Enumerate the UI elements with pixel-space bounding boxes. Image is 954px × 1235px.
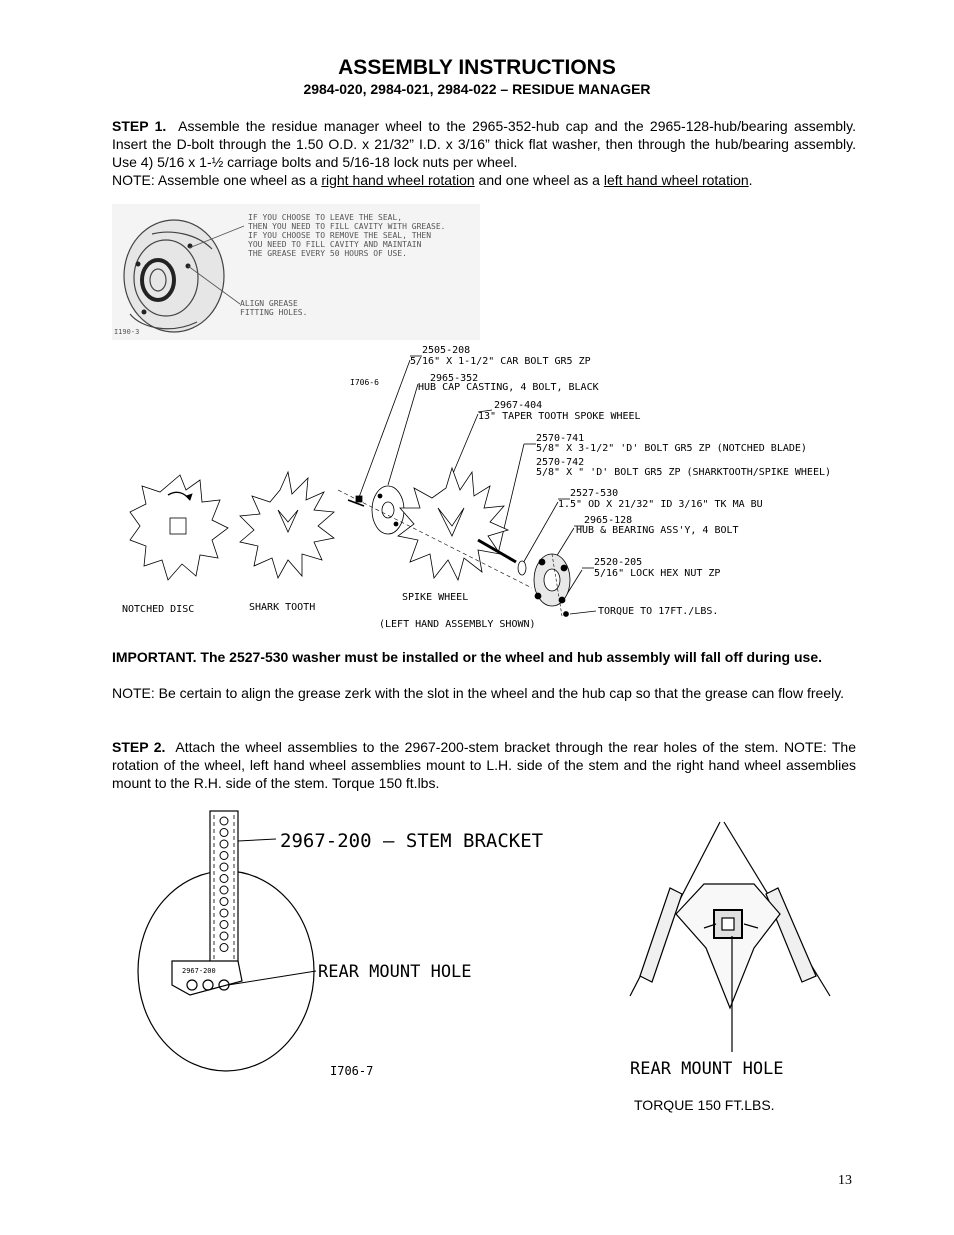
step2-label: STEP 2.: [112, 739, 166, 755]
part-number-2570-741: 2570-741: [536, 433, 585, 444]
seal-note-line-5: THE GREASE EVERY 50 HOURS OF USE.: [248, 249, 407, 258]
grease-zerk-note: NOTE: Be certain to align the grease zerk with the slot in the wheel and the hub cap so that the grease can flow freely.: [112, 685, 845, 701]
part-number-2967-404: 2967-404: [494, 400, 543, 411]
left-hand-rotation: left hand wheel rotation: [603, 172, 749, 188]
part-desc-2965-128: HUB & BEARING ASS'Y, 4 BOLT: [576, 525, 739, 536]
align-note-line-2: FITTING HOLES.: [240, 308, 308, 317]
part-desc-2967-404: 13" TAPER TOOTH SPOKE WHEEL: [478, 411, 641, 422]
figure-id: I190-3: [114, 328, 140, 336]
stem-bracket-label: 2967-200 — STEM BRACKET: [280, 830, 544, 852]
seal-note-line-1: IF YOU CHOOSE TO LEAVE THE SEAL,: [248, 213, 403, 222]
torque-17-label: TORQUE TO 17FT./LBS.: [598, 606, 719, 617]
exploded-assembly-figure: [112, 340, 862, 640]
notched-disc-label: NOTCHED DISC: [122, 604, 195, 615]
part-number-2570-742: 2570-742: [536, 457, 585, 468]
spike-wheel-label: SPIKE WHEEL: [402, 592, 469, 603]
seal-note-line-2: THEN YOU NEED TO FILL CAVITY WITH GREASE.: [248, 222, 446, 231]
step2-paragraph: [112, 738, 856, 792]
assembly-caption: (LEFT HAND ASSEMBLY SHOWN): [379, 619, 536, 630]
figure-id: I706-7: [330, 1064, 374, 1078]
part-desc-2570-741: 5/8" X 3-1/2" 'D' BOLT GR5 ZP (NOTCHED BLADE): [536, 443, 807, 454]
seal-note-line-3: IF YOU CHOOSE TO REMOVE THE SEAL, THEN: [248, 231, 432, 240]
part-desc-2527-530: 1.5" OD X 21/32" ID 3/16" TK MA BU: [558, 499, 763, 510]
shark-tooth-label: SHARK TOOTH: [249, 602, 316, 613]
torque-150-label: TORQUE 150 FT.LBS.: [634, 1097, 775, 1113]
step1-paragraph: [112, 117, 856, 171]
step1-label: STEP 1.: [112, 118, 167, 134]
rear-mount-hole-label: REAR MOUNT HOLE: [630, 1059, 784, 1079]
stem-bracket-figure: [130, 805, 590, 1085]
part-desc-2570-742: 5/8" X " 'D' BOLT GR5 ZP (SHARKTOOTH/SPIKE WHEEL): [536, 467, 832, 478]
part-desc-2965-352: HUB CAP CASTING, 4 BOLT, BLACK: [418, 382, 599, 393]
important-warning: IMPORTANT. The 2527-530 washer must be installed or the wheel and hub assembly will fall off during use.: [112, 649, 823, 665]
step1-note: [112, 171, 856, 189]
step1-text: Assemble the residue manager wheel to the 2965-352-hub cap and the 2965-128-hub/bearing assembly. Insert the D-bolt through the 1.50 O.D. x 21/32” I.D. x 3/16” thick flat washer, then through the hub/bearing assembly. Use 4) 5/16 x 1-½ carriage bolts and 5/16-18 lock nuts per wheel.: [112, 118, 856, 170]
align-note-line-1: ALIGN GREASE: [240, 299, 298, 308]
page-number: 13: [838, 1173, 852, 1188]
page-title: ASSEMBLY INSTRUCTIONS: [338, 56, 616, 79]
part-number-2520-205: 2520-205: [594, 557, 643, 568]
step2-text: Attach the wheel assemblies to the 2967-200-stem bracket through the rear holes of the stem. NOTE: The rotation of the wheel, left hand wheel assemblies mount to L.H. side of the stem and the right hand wheel assemblies mount to the R.H. side of the stem. Torque 150 ft.lbs.: [112, 739, 856, 791]
part-number-2965-352: 2965-352: [430, 373, 479, 384]
figure-id: I706-6: [350, 378, 379, 387]
part-number-2527-530: 2527-530: [570, 488, 619, 499]
front-view-figure: [620, 818, 840, 1086]
step1-note-mid: and one wheel as a: [474, 172, 604, 188]
part-desc-2505-208: 5/16" X 1-1/2" CAR BOLT GR5 ZP: [410, 356, 591, 367]
page-subtitle: 2984-020, 2984-021, 2984-022 – RESIDUE MANAGER: [303, 81, 651, 97]
part-desc-2520-205: 5/16" LOCK HEX NUT ZP: [594, 568, 721, 579]
stem-plate-label: 2967-200: [182, 967, 216, 975]
rear-mount-hole-label: REAR MOUNT HOLE: [318, 962, 472, 982]
hub-seal-figure: [112, 204, 480, 340]
step1-note-prefix: NOTE: Assemble one wheel as a: [112, 172, 322, 188]
step1-note-end: .: [748, 172, 753, 188]
right-hand-rotation: right hand wheel rotation: [321, 172, 475, 188]
seal-note-line-4: YOU NEED TO FILL CAVITY AND MAINTAIN: [248, 240, 422, 249]
part-number-2965-128: 2965-128: [584, 515, 633, 526]
part-number-2505-208: 2505-208: [422, 345, 471, 356]
